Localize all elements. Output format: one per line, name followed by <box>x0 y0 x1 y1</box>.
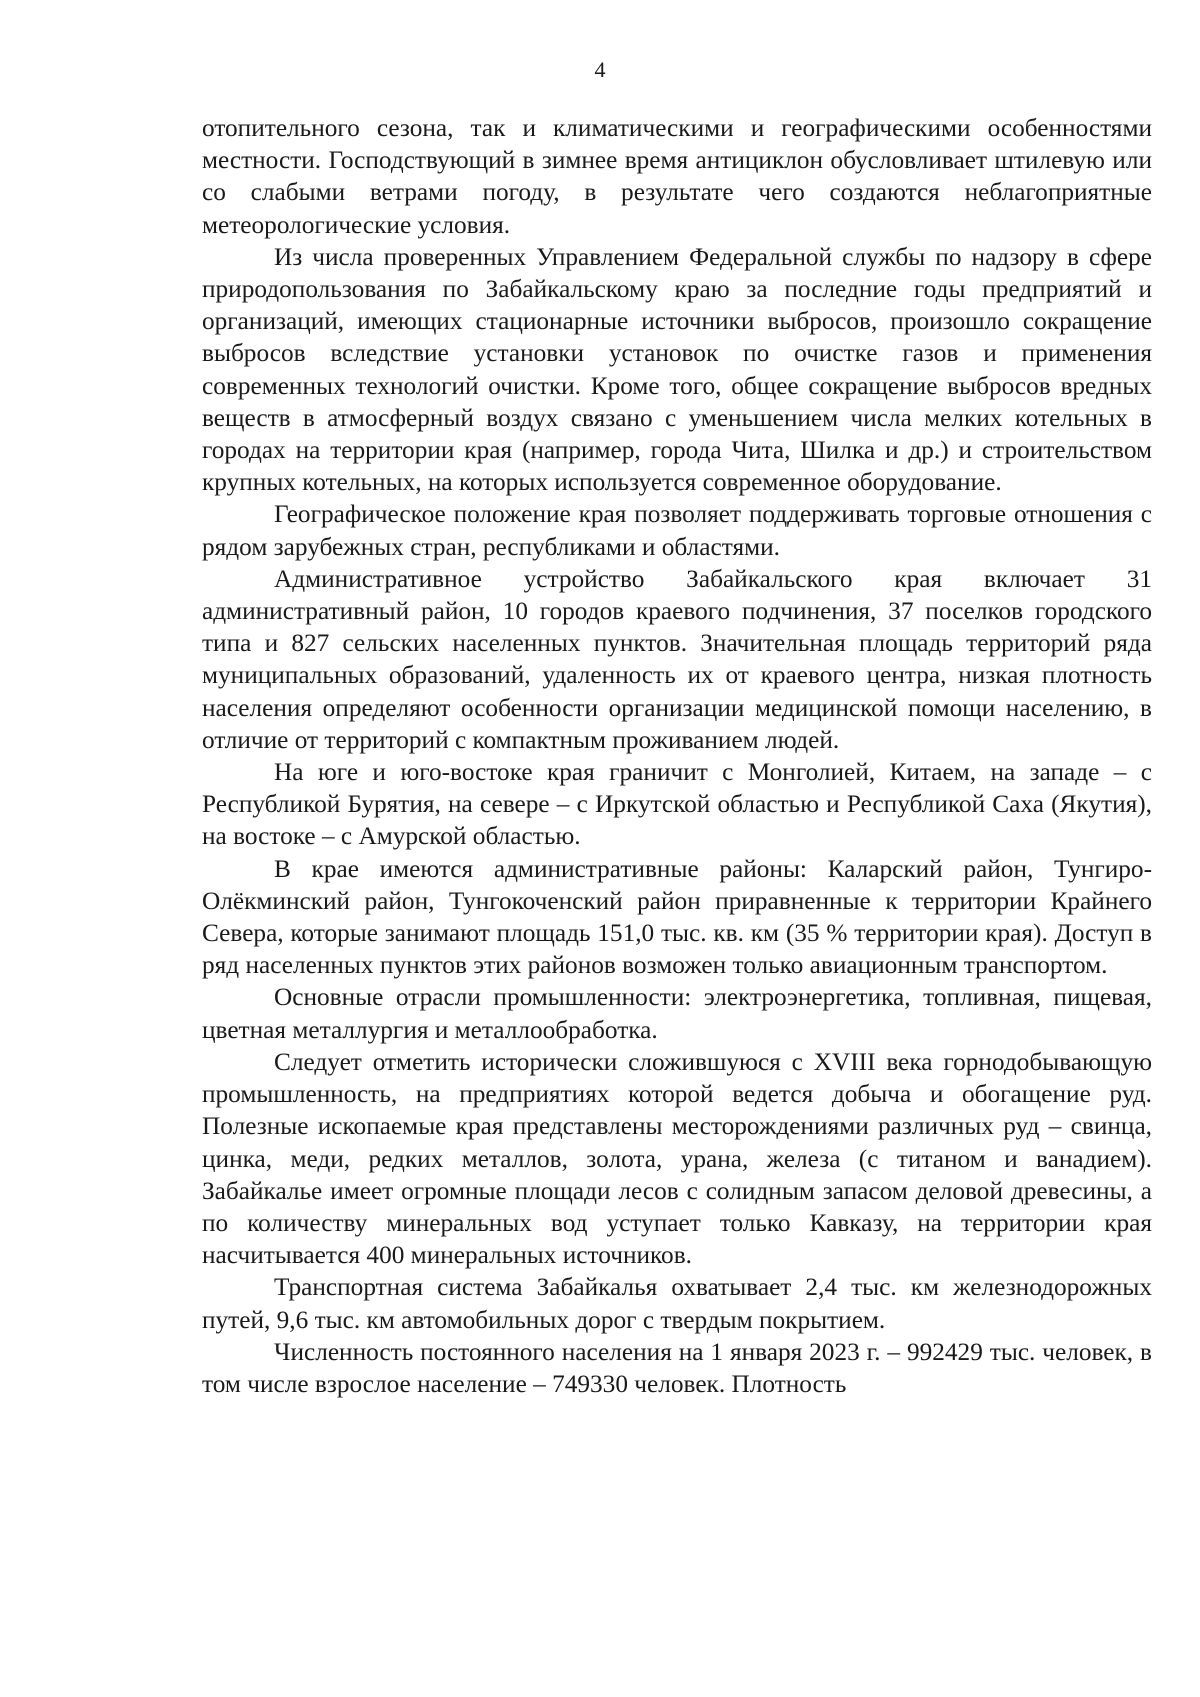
body-text <box>202 112 1152 1400</box>
paragraph-administrative-structure: Административное устройство Забайкальского края включает 31 административный район, 10 городов краевого подчинения, 37 поселков городского типа и 827 сельских населенных пунктов. Значительная площадь территорий ряда муниципальных образований, удаленность их от краевого центра, низкая плотность населения определяют особенности организации медицинской помощи населению, в отличие от территорий с компактным проживанием людей. <box>202 564 1152 754</box>
paragraph-heating-season-continuation: отопительного сезона, так и климатическими и географическими особенностями местности. Господствующий в зимнее время антициклон обусловливает штилевую или со слабыми ветрами погоду, в результате чего создаются неблагоприятные метеорологические условия. <box>202 114 1152 239</box>
page-number: 4 <box>594 57 606 82</box>
paragraph-industry-branches: Основные отрасли промышленности: электроэнергетика, топливная, пищевая, цветная металлургия и металлообработка. <box>202 983 1152 1044</box>
paragraph-far-north-districts: В крае имеются административные районы: Каларский район, Тунгиро-Олёкминский район, Тунгокоченский район приравненные к территории Крайнего Севера, которые занимают площадь 151,0 тыс. кв. км (35 % территории края). Доступ в ряд населенных пунктов этих районов возможен только авиационным транспортом. <box>202 854 1152 980</box>
paragraph-transport-system: Транспортная система Забайкалья охватывает 2,4 тыс. км железнодорожных путей, 9,6 тыс. км автомобильных дорог с твердым покрытием. <box>202 1273 1152 1334</box>
paragraph-borders: На юге и юго-востоке края граничит с Монголией, Китаем, на западе – с Республикой Бурятия, на севере – с Иркутской областью и Республикой Саха (Якутия), на востоке – с Амурской областью. <box>202 758 1152 851</box>
paragraph-emissions-reduction: Из числа проверенных Управлением Федеральной службы по надзору в сфере природопользования по Забайкальскому краю за последние годы предприятий и организаций, имеющих стационарные источники выбросов, произошло сокращение выбросов вследствие установки установок по очистке газов и применения современных технологий очистки. Кроме того, общее сокращение выбросов вредных веществ в атмосферный воздух связано с уменьшением числа мелких котельных в городах на территории края (например, города Чита, Шилка и др.) и строительством крупных котельных, на которых используется современное оборудование. <box>202 242 1152 497</box>
paragraph-geographic-position: Географическое положение края позволяет поддерживать торговые отношения с рядом зарубежных стран, республиками и областями. <box>202 500 1152 561</box>
paragraph-mining-industry: Следует отметить исторически сложившуюся с XVIII века горнодобывающую промышленность, на предприятиях которой ведется добыча и обогащение руд. Полезные ископаемые края представлены месторождениями различных руд – свинца, цинка, меди, редких металлов, золота, урана, железа (с титаном и ванадием). Забайкалье имеет огромные площади лесов с солидным запасом деловой древесины, а по количеству минеральных вод уступает только Кавказу, на территории края насчитывается 400 минеральных источников. <box>202 1047 1152 1270</box>
paragraph-population: Численность постоянного населения на 1 января 2023 г. – 992429 тыс. человек, в том числе взрослое население – 749330 человек. Плотность <box>202 1337 1152 1398</box>
